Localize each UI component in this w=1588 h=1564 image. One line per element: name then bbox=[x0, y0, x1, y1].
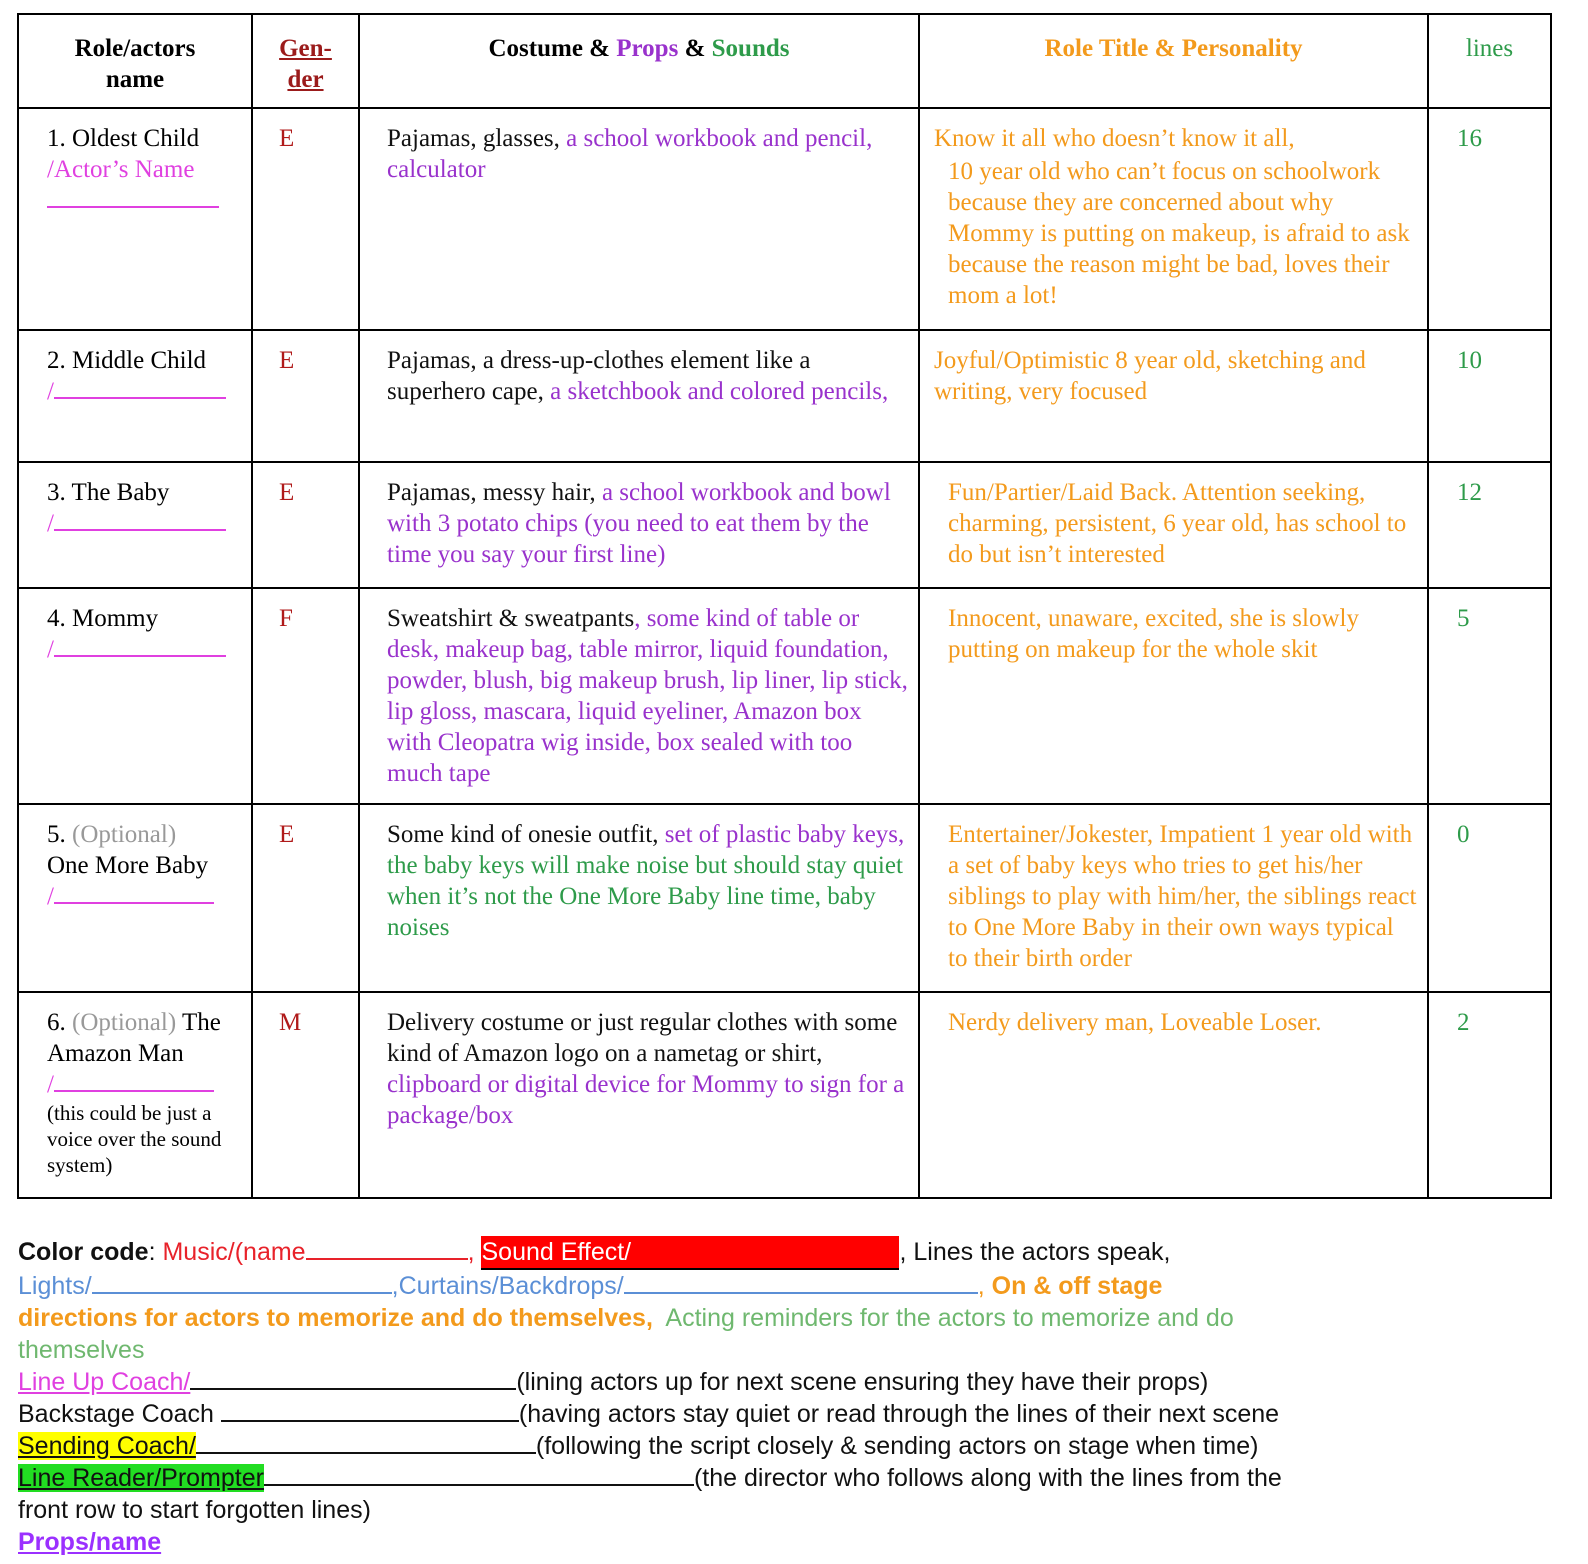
lines-cell: 5 bbox=[1428, 588, 1551, 804]
role-name: 3. The Baby bbox=[47, 479, 170, 506]
backstage-coach-label: Backstage Coach bbox=[18, 1400, 221, 1428]
sound-effect-label: Sound Effect/ bbox=[481, 1236, 899, 1270]
backstage-coach-blank[interactable] bbox=[221, 1398, 519, 1422]
role-cell bbox=[18, 330, 252, 462]
role-cell bbox=[18, 588, 252, 804]
actor-name-blank[interactable]: / bbox=[47, 1069, 245, 1100]
gender-cell: M bbox=[252, 992, 359, 1198]
costume-cell: Pajamas, glasses, a school workbook and pencil, calculator bbox=[359, 108, 919, 330]
role-name: 4. Mommy bbox=[47, 605, 159, 632]
costume-cell: Some kind of onesie outfit, set of plastic baby keys, the baby keys will make noise but should stay quiet when it’s not the One More Baby line time, baby noises bbox=[359, 804, 919, 992]
lights-label: Lights/ bbox=[18, 1272, 92, 1300]
lines-speak-label: Lines the actors speak, bbox=[913, 1238, 1171, 1266]
personality-cell: Know it all who doesn’t know it all, 10 year old who can’t focus on schoolwork because they are concerned about why Mommy is putting on makeup, is afraid to ask because the reason might be bad, loves their mom a lot! bbox=[919, 108, 1428, 330]
role-name: The Amazon Man bbox=[47, 1009, 221, 1067]
gender-cell: E bbox=[252, 108, 359, 330]
line-up-coach-blank[interactable] bbox=[190, 1366, 516, 1390]
curtains-blank[interactable] bbox=[624, 1270, 978, 1294]
gender-cell: E bbox=[252, 804, 359, 992]
header-gender: Gen-der bbox=[252, 14, 359, 108]
curtains-label: ,Curtains/Backdrops/ bbox=[391, 1272, 624, 1300]
gender-cell: E bbox=[252, 462, 359, 588]
lines-cell: 10 bbox=[1428, 330, 1551, 462]
line-reader-blank[interactable] bbox=[264, 1462, 694, 1486]
header-sounds-label: Sounds bbox=[711, 35, 790, 62]
line-up-coach-label: Line Up Coach/ bbox=[18, 1368, 191, 1396]
header-costume: Costume & Props & Sounds bbox=[359, 14, 919, 108]
actor-name-blank[interactable] bbox=[47, 185, 245, 216]
costume-cell: Delivery costume or just regular clothes with some kind of Amazon logo on a nametag or shirt, clipboard or digital device for Mommy to sign for a package/box bbox=[359, 992, 919, 1198]
role-name: 2. Middle Child bbox=[47, 347, 207, 374]
color-code-label: Color code bbox=[18, 1238, 149, 1266]
music-label: Music/(name bbox=[162, 1238, 306, 1266]
role-cell bbox=[18, 462, 252, 588]
personality-cell: Fun/Partier/Laid Back. Attention seeking, charming, persistent, 6 year old, has school to do but isn’t interested bbox=[919, 462, 1428, 588]
actor-name-blank[interactable]: / bbox=[47, 508, 245, 539]
acting-reminders-label: Acting reminders for the actors to memorize and do bbox=[665, 1304, 1234, 1332]
table-row bbox=[18, 108, 1551, 330]
role-cell: 5. (Optional) One More Baby / bbox=[18, 804, 252, 992]
header-props-label: Props bbox=[616, 35, 679, 62]
line-reader-label: Line Reader/Prompter bbox=[18, 1464, 264, 1492]
gender-cell: F bbox=[252, 588, 359, 804]
header-costume-label: Costume bbox=[488, 35, 583, 62]
music-blank[interactable] bbox=[306, 1236, 468, 1260]
table-row bbox=[18, 992, 1551, 1198]
header-role-name: Role/actors name bbox=[18, 14, 252, 108]
costume-cell: Pajamas, a dress-up-clothes element like a superhero cape, a sketchbook and colored pencils, bbox=[359, 330, 919, 462]
lines-cell: 12 bbox=[1428, 462, 1551, 588]
lines-cell: 0 bbox=[1428, 804, 1551, 992]
header-role-title: Role Title & Personality bbox=[919, 14, 1428, 108]
props-name-label: Props/name bbox=[18, 1528, 162, 1556]
actor-name-blank[interactable]: / bbox=[47, 881, 245, 912]
cast-table bbox=[17, 13, 1552, 1199]
costume-cell: Pajamas, messy hair, a school workbook and bowl with 3 potato chips (you need to eat them by the time you say your first line) bbox=[359, 462, 919, 588]
optional-tag: (Optional) bbox=[72, 821, 177, 848]
role-cell: 6. (Optional) The Amazon Man / (this could be just a voice over the sound system) bbox=[18, 992, 252, 1198]
costume-cell: Sweatshirt & sweatpants, some kind of table or desk, makeup bag, table mirror, liquid foundation, powder, blush, big makeup brush, lip liner, lip stick, lip gloss, mascara, liquid eyeliner, Amazon box with Cleopatra wig inside, box sealed with too much tape bbox=[359, 588, 919, 804]
personality-cell: Innocent, unaware, excited, she is slowly putting on makeup for the whole skit bbox=[919, 588, 1428, 804]
table-row bbox=[18, 804, 1551, 992]
personality-cell: Nerdy delivery man, Loveable Loser. bbox=[919, 992, 1428, 1198]
color-code-legend: Color code: Music/(name , Sound Effect/ , Lines the actors speak, Lights/ ,Curtains/Backdrops/ , On & off stage directions for actors to memorize and do themselves, Acting reminders for the actors to memorize and do themselves Line Up Coach/ (lining actors up for next scene ensuring they have their props) Backstage Coach (having actors stay quiet or read through the lines of their next scene Sending Coach/ (following the script closely & sending actors on stage when time) Line Reader/Prompter (the director who follows along with the lines from the front row to start forgotten lines) Props/name bbox=[18, 1238, 1282, 1556]
sending-coach-blank[interactable] bbox=[196, 1430, 536, 1454]
onoff-stage-label: On & off stage bbox=[991, 1272, 1163, 1300]
actor-name-blank[interactable]: / bbox=[47, 634, 245, 665]
table-header-row bbox=[18, 14, 1551, 108]
lines-cell: 16 bbox=[1428, 108, 1551, 330]
table-row bbox=[18, 330, 1551, 462]
actor-name-label: /Actor’s Name bbox=[47, 156, 195, 183]
role-note: (this could be just a voice over the sound system) bbox=[47, 1101, 222, 1177]
lights-blank[interactable] bbox=[92, 1270, 392, 1294]
role-cell bbox=[18, 108, 252, 330]
actor-name-blank[interactable]: / bbox=[47, 376, 245, 407]
lines-cell: 2 bbox=[1428, 992, 1551, 1198]
optional-tag: (Optional) bbox=[72, 1009, 177, 1036]
personality-cell: Entertainer/Jokester, Impatient 1 year old with a set of baby keys who tries to get his/her siblings to play with him/her, the siblings react to One More Baby in their own ways typical to their birth order bbox=[919, 804, 1428, 992]
gender-cell: E bbox=[252, 330, 359, 462]
personality-cell: Joyful/Optimistic 8 year old, sketching and writing, very focused bbox=[919, 330, 1428, 462]
table-row bbox=[18, 588, 1551, 804]
header-lines: lines bbox=[1428, 14, 1551, 108]
role-name: 1. Oldest Child bbox=[47, 125, 200, 152]
sending-coach-label: Sending Coach/ bbox=[18, 1432, 196, 1460]
role-name: One More Baby bbox=[47, 852, 209, 879]
table-row bbox=[18, 462, 1551, 588]
